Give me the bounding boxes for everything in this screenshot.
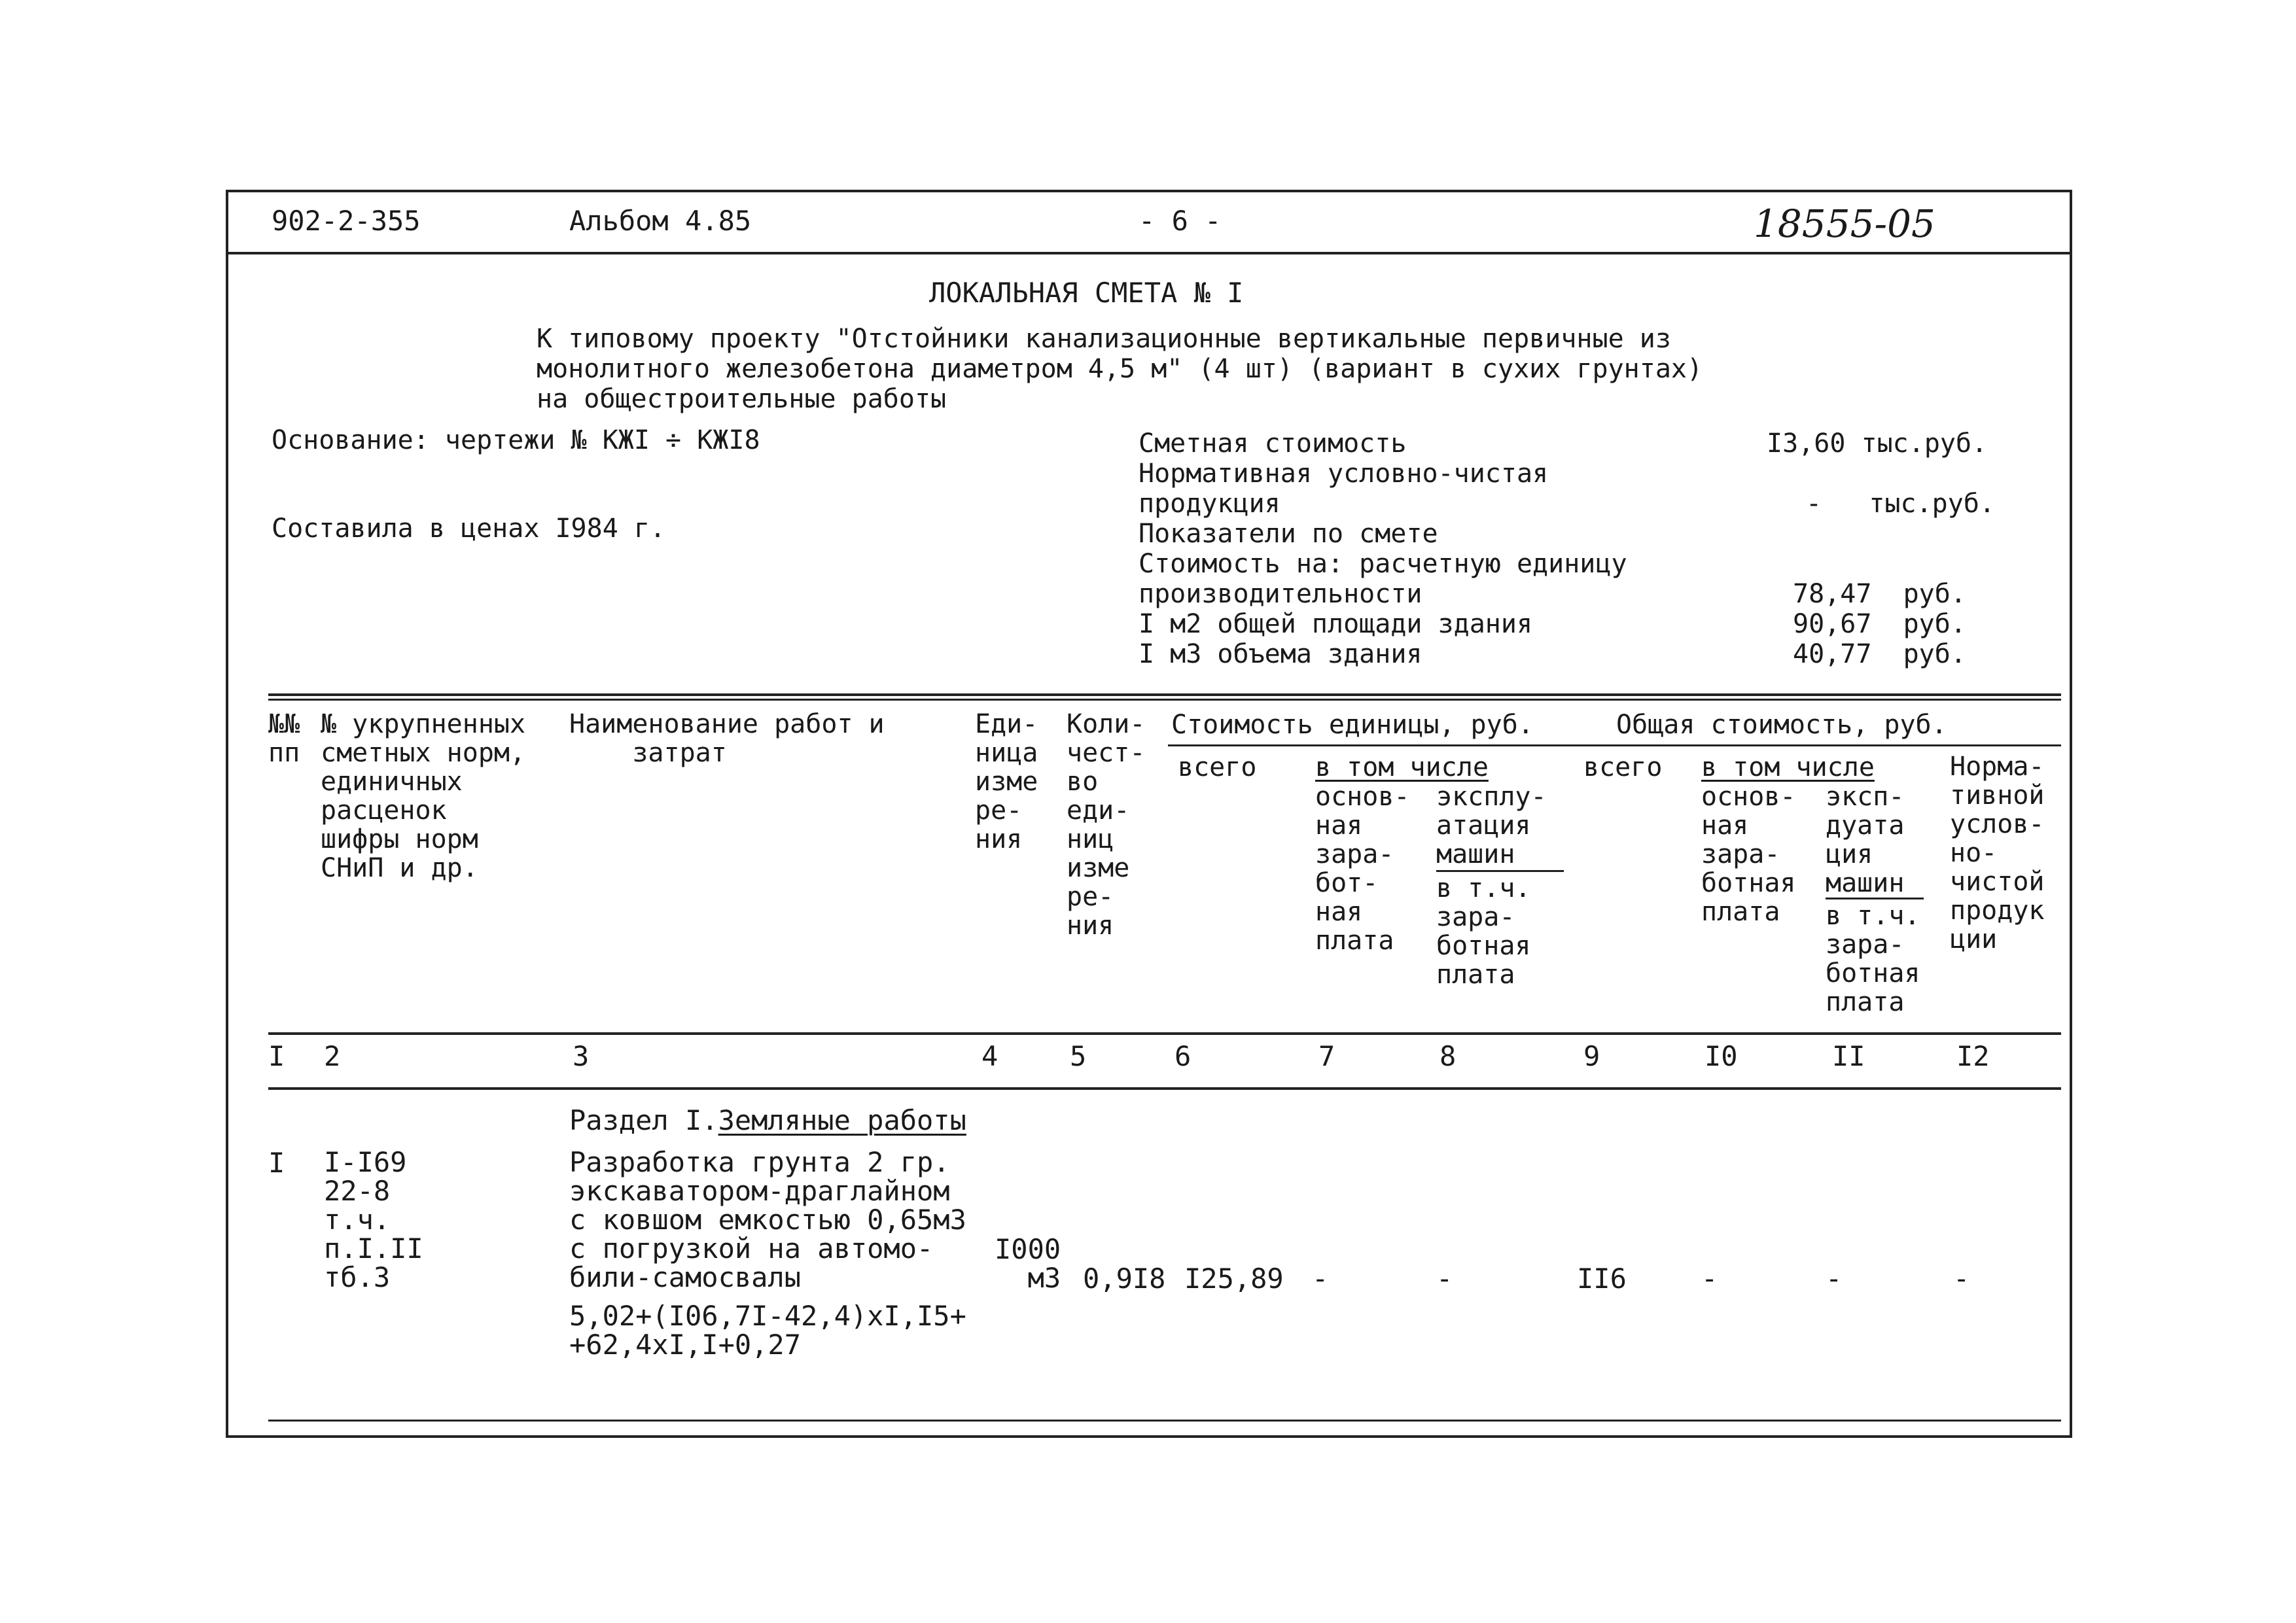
per-m3-value: 40,77 руб. (1793, 639, 1966, 669)
basis-text: Основание: чертежи № КЖI ÷ КЖI8 (272, 425, 760, 455)
row-1-total-machine: - (1826, 1263, 1843, 1295)
section-name: Земляные работы (718, 1104, 966, 1136)
group-header-rule (1168, 744, 2061, 746)
album-label: Альбом 4.85 (569, 205, 752, 237)
col-number-1: I (268, 1040, 285, 1072)
row-1-unit-wage: - (1312, 1263, 1329, 1295)
per-m2-label: I м2 общей площади здания (1139, 609, 1533, 639)
subtitle-line-1: К типовому проекту "Отстойники канализационные вертикальные первичные из (537, 324, 1671, 354)
row-1-name: Разработка грунта 2 гр. экскаватором-драглайном с ковшом емкостью 0,65м3 с погрузкой на автомо- били-самосвалы (569, 1146, 966, 1293)
col-header-norms: № укрупненных сметных норм, единичных расценок шифры норм СНиП и др. (321, 709, 526, 883)
normative-value: - тыс.руб. (1806, 489, 1995, 519)
table-top-rule-2 (268, 699, 2061, 701)
col-header-incl-2: в том числе (1701, 752, 1875, 782)
col-number-6: 6 (1174, 1040, 1192, 1072)
col-header-total-machine: эксп- дуата ция машин (1826, 782, 1905, 898)
col-header-unit-machine-wage: в т.ч. зара- ботная плата (1436, 873, 1531, 990)
col-header-total-machine-wage: в т.ч. зара- ботная плата (1826, 901, 1920, 1017)
row-1-norm-product: - (1953, 1263, 1970, 1295)
col-number-2: 2 (324, 1040, 341, 1072)
normative-label-2: продукция (1139, 489, 1280, 519)
cost-label: Сметная стоимость (1139, 428, 1407, 459)
subtitle-line-3: на общестроительные работы (537, 384, 947, 414)
sheet-number: 18555-05 (1754, 201, 1935, 246)
row-1-unit-total: I25,89 (1184, 1263, 1284, 1295)
col-header-total-wage: основ- ная зара- ботная плата (1701, 782, 1796, 927)
table-top-rule (268, 693, 2061, 696)
unit-cost-group-header: Стоимость единицы, руб. (1171, 710, 1534, 740)
col-number-10: I0 (1704, 1040, 1738, 1072)
row-1-unit-machine: - (1436, 1263, 1453, 1295)
section-prefix: Раздел I. (569, 1104, 718, 1136)
col-number-8: 8 (1439, 1040, 1457, 1072)
row-1-norms: I-I69 22-8 т.ч. п.I.II тб.3 (324, 1146, 423, 1293)
prices-text: Составила в ценах I984 г. (272, 514, 666, 544)
col-header-unit-wage: основ- ная зара- бот- ная плата (1315, 782, 1410, 956)
per-unit-label-1: Стоимость на: расчетную единицу (1139, 549, 1627, 579)
page-number: - 6 - (1139, 205, 1222, 237)
per-unit-label-2: производительности (1139, 579, 1422, 609)
numbers-bottom-rule (268, 1087, 2061, 1090)
subtitle-line-2: монолитного железобетона диаметром 4,5 м" (4 шт) (вариант в сухих грунтах) (537, 354, 1703, 384)
col-number-5: 5 (1070, 1040, 1087, 1072)
row-1-total-wage: - (1701, 1263, 1718, 1295)
indicators-label: Показатели по смете (1139, 519, 1438, 549)
row-1-qty: 0,9I8 (1083, 1263, 1166, 1295)
row-1-total: II6 (1577, 1263, 1627, 1295)
col-number-7: 7 (1318, 1040, 1335, 1072)
col-number-12: I2 (1956, 1040, 1990, 1072)
per-unit-value: 78,47 руб. (1793, 579, 1966, 609)
table-bottom-rule (268, 1420, 2061, 1422)
col-header-unit: Еди- ница изме ре- ния (975, 709, 1038, 854)
col-number-9: 9 (1583, 1040, 1600, 1072)
col-header-total: всего (1583, 752, 1663, 782)
estimate-title: ЛОКАЛЬНАЯ СМЕТА № I (929, 277, 1244, 309)
header-divider (226, 252, 2072, 254)
doc-code: 902-2-355 (272, 205, 421, 237)
machine-sub-rule (1436, 870, 1564, 872)
row-1-unit: I000 м3 (995, 1233, 1061, 1294)
total-cost-group-header: Общая стоимость, руб. (1616, 710, 1947, 740)
numbers-top-rule (268, 1032, 2061, 1035)
col-header-pp: №№ пп (268, 709, 300, 768)
col-number-11: II (1832, 1040, 1865, 1072)
section-title (569, 1106, 966, 1136)
row-1-formula: 5,02+(I06,7I-42,4)xI,I5+ +62,4xI,I+0,27 (569, 1300, 966, 1361)
col-number-3: 3 (573, 1040, 590, 1072)
col-header-name: Наименование работ и затрат (569, 709, 885, 768)
col-header-unit-machine: эксплу- атация машин (1436, 782, 1547, 869)
row-1-pp: I (268, 1147, 285, 1179)
col-header-unit-total: всего (1178, 752, 1257, 782)
col-number-4: 4 (981, 1040, 998, 1072)
cost-value: I3,60 тыс.руб. (1767, 428, 1988, 459)
col-header-qty: Коли- чест- во еди- ниц изме ре- ния (1067, 709, 1146, 941)
per-m3-label: I м3 объема здания (1139, 639, 1422, 669)
per-m2-value: 90,67 руб. (1793, 609, 1966, 639)
col-header-incl: в том числе (1315, 752, 1489, 782)
normative-label-1: Нормативная условно-чистая (1139, 459, 1549, 489)
machine2-sub-rule (1826, 898, 1924, 899)
col-header-norm-product: Норма- тивной услов- но- чистой продук ции (1950, 752, 2045, 954)
